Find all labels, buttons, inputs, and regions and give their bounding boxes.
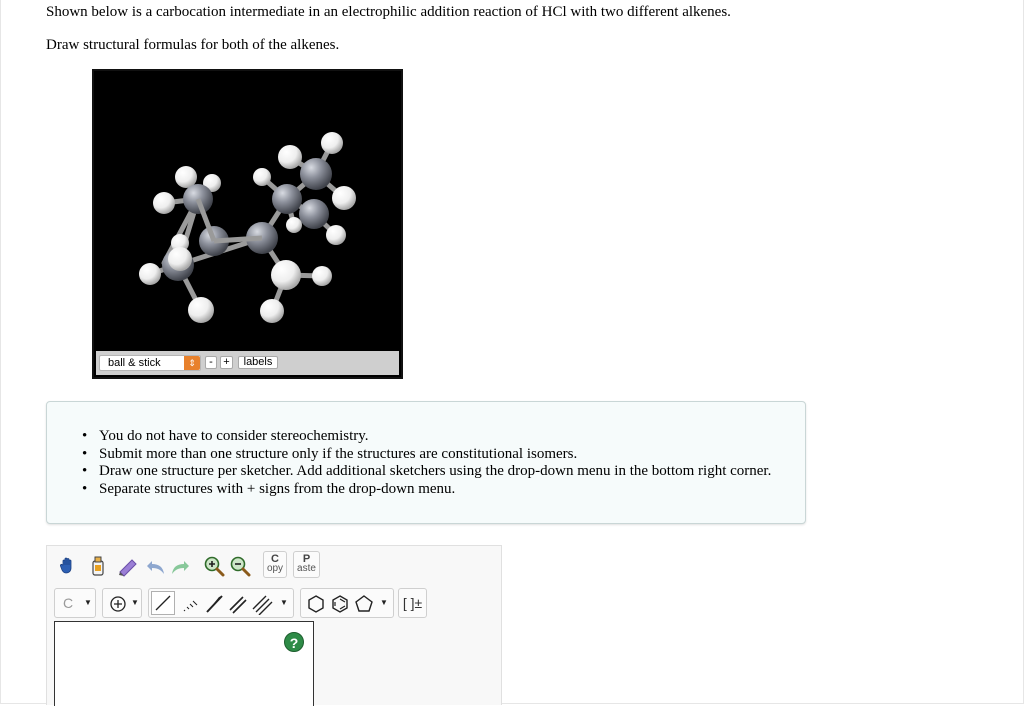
labels-button[interactable]: labels [238, 356, 278, 369]
bracket-charge-button[interactable]: [ ]± [398, 588, 427, 618]
instruction-item: • Draw one structure per sketcher. Add additional sketchers using the drop-down menu in the bottom right corner. [99, 463, 771, 481]
instruction-item: • Separate structures with + signs from the drop-down menu. [99, 481, 771, 499]
paste-label-bottom: aste [297, 563, 316, 574]
display-mode-select[interactable] [99, 355, 201, 371]
viewer-control-bar [96, 351, 399, 375]
instruction-item: • Submit more than one structure only if the structures are constitutional isomers. [99, 446, 771, 464]
copy-label-top: C [271, 553, 279, 565]
sketcher-canvas[interactable] [54, 621, 314, 706]
question-text-line1: Shown below is a carbocation intermediate in an electrophilic addition reaction of HCl with two different alkenes. [46, 4, 731, 20]
bond-tools-group [148, 588, 294, 618]
wedge-bond-icon[interactable] [203, 593, 225, 615]
single-bond-button[interactable] [151, 591, 175, 615]
double-bond-icon[interactable] [227, 593, 249, 615]
chevron-down-icon[interactable]: ▼ [380, 598, 388, 607]
copy-button[interactable] [263, 551, 287, 578]
help-button[interactable]: ? [284, 632, 304, 652]
single-bond-icon [152, 592, 174, 614]
undo-icon[interactable] [143, 552, 169, 580]
zoom-minus-button[interactable]: - [205, 356, 217, 369]
select-arrow-icon: ⇕ [184, 356, 200, 370]
redo-icon[interactable] [167, 552, 193, 580]
paste-button[interactable] [293, 551, 320, 578]
ring-tools-group [300, 588, 394, 618]
marker-icon[interactable] [115, 552, 141, 580]
cyclopentane-icon[interactable] [353, 593, 375, 615]
instruction-item: • You do not have to consider stereochemistry. [99, 428, 771, 446]
charge-tool-select[interactable] [102, 588, 142, 618]
hashed-bond-icon[interactable] [179, 593, 201, 615]
cyclohexane-icon[interactable] [305, 593, 327, 615]
instructions-box [46, 401, 806, 524]
zoom-plus-button[interactable]: + [220, 356, 233, 369]
question-text-line2: Draw structural formulas for both of the alkenes. [46, 37, 340, 53]
charge-plus-icon [109, 595, 127, 613]
zoom-out-icon[interactable] [227, 552, 253, 580]
display-mode-value: ball & stick [108, 357, 161, 369]
paste-label-top: P [302, 553, 311, 565]
zoom-in-icon[interactable] [201, 552, 227, 580]
molecule-model[interactable] [94, 71, 401, 353]
chevron-down-icon: ▼ [131, 598, 139, 607]
instructions-list [99, 428, 771, 499]
benzene-icon[interactable] [329, 593, 351, 615]
eraser-icon[interactable] [85, 552, 111, 580]
chevron-down-icon[interactable]: ▼ [280, 598, 288, 607]
element-value: C [63, 595, 74, 611]
triple-bond-icon[interactable] [251, 593, 273, 615]
structure-sketcher [46, 545, 502, 705]
hand-icon[interactable] [55, 552, 81, 580]
element-select[interactable] [54, 588, 96, 618]
chevron-down-icon: ▼ [84, 598, 92, 607]
copy-label-bottom: opy [266, 563, 284, 574]
molecule-viewer[interactable] [92, 69, 403, 379]
